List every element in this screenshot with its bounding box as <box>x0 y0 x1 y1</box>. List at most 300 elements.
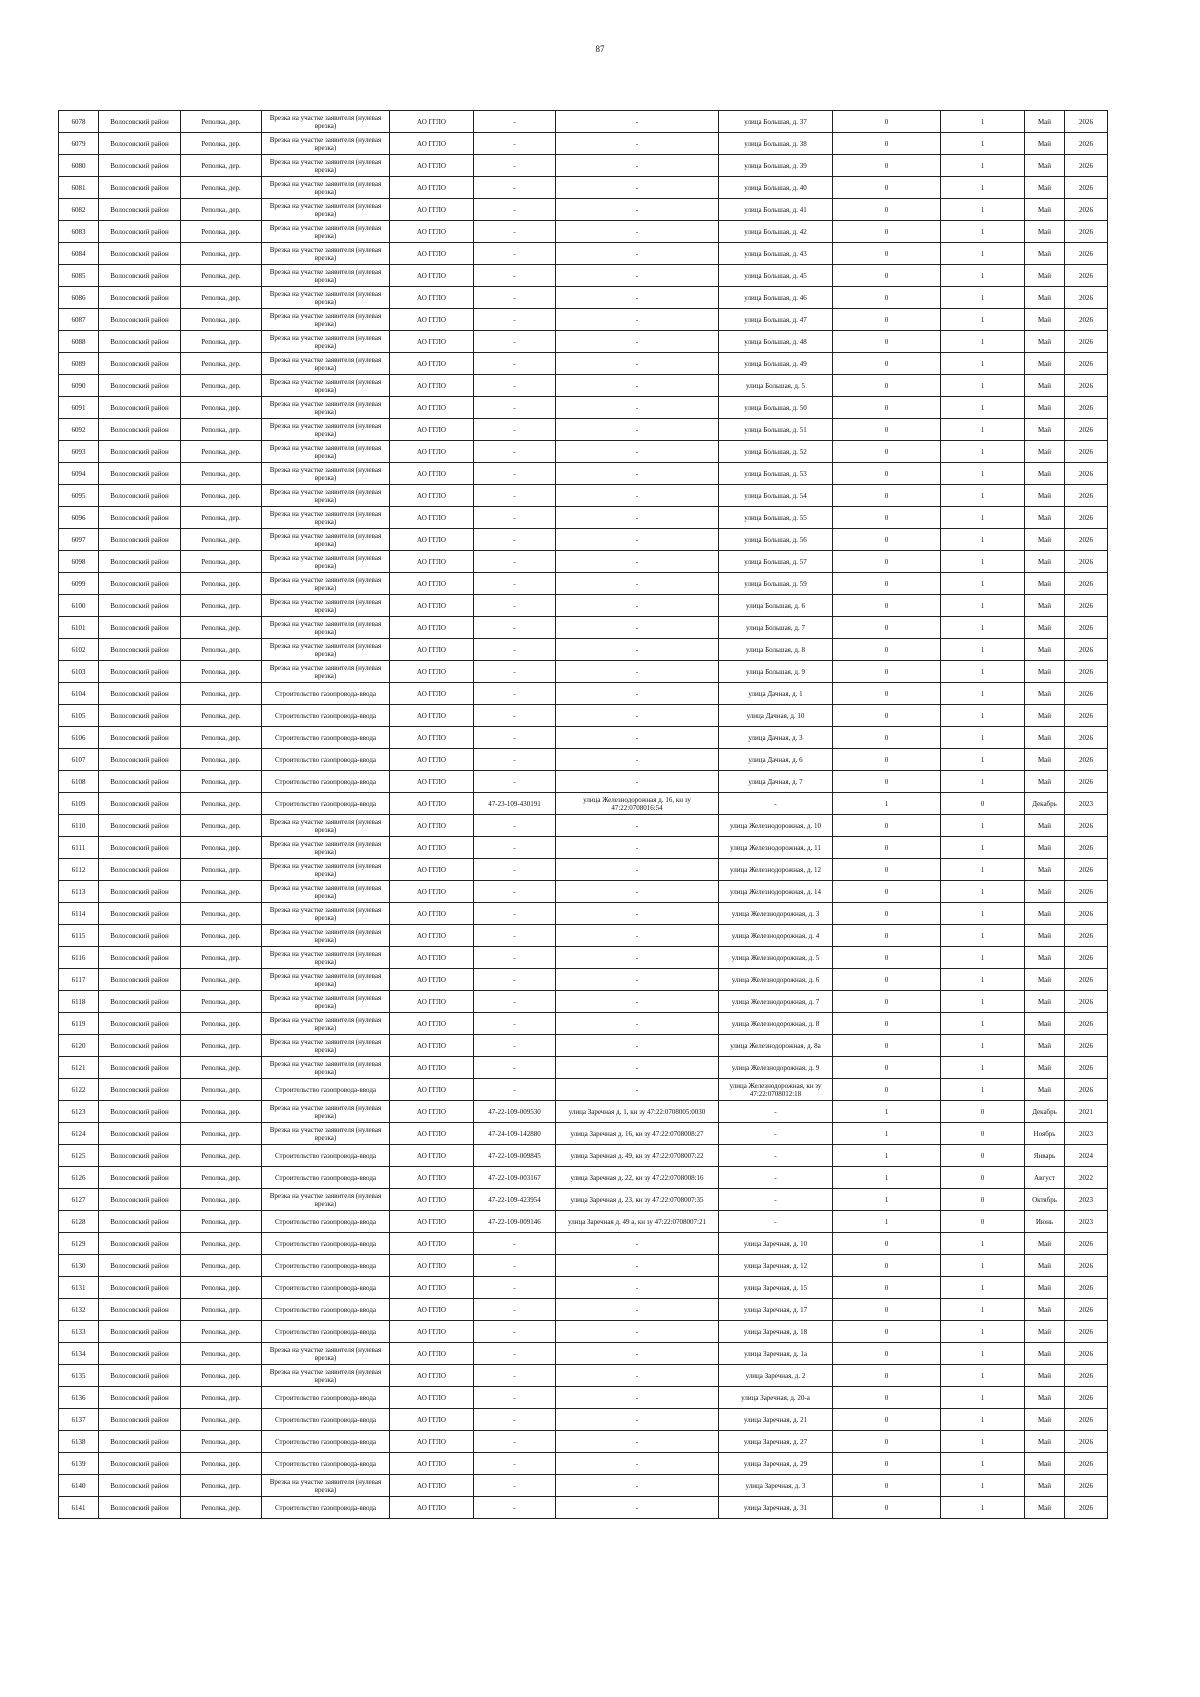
settlement-cell: Реполка, дер. <box>181 661 262 683</box>
value-b-cell: 1 <box>941 551 1025 573</box>
application-number-cell: - <box>474 243 556 265</box>
month-cell: Май <box>1025 243 1065 265</box>
settlement-cell: Реполка, дер. <box>181 551 262 573</box>
address-cell: улица Железнодорожная, д. 14 <box>719 881 833 903</box>
district-cell: Волосовский район <box>99 1233 181 1255</box>
application-number-cell: - <box>474 1497 556 1519</box>
cadastral-address-cell: - <box>556 661 719 683</box>
row-number-cell: 6114 <box>59 903 99 925</box>
month-cell: Май <box>1025 1299 1065 1321</box>
organization-cell: АО ГГЛО <box>390 1123 474 1145</box>
district-cell: Волосовский район <box>99 309 181 331</box>
row-number-cell: 6103 <box>59 661 99 683</box>
table-row <box>59 199 1108 221</box>
work-type-cell: Строительство газопровода-ввода <box>262 1079 390 1101</box>
value-b-cell: 1 <box>941 595 1025 617</box>
settlement-cell: Реполка, дер. <box>181 243 262 265</box>
row-number-cell: 6086 <box>59 287 99 309</box>
row-number-cell: 6097 <box>59 529 99 551</box>
district-cell: Волосовский район <box>99 551 181 573</box>
address-cell: - <box>719 1189 833 1211</box>
month-cell: Май <box>1025 485 1065 507</box>
work-type-cell: Врезка на участке заявителя (нулевая врезка) <box>262 199 390 221</box>
row-number-cell: 6102 <box>59 639 99 661</box>
cadastral-address-cell: - <box>556 683 719 705</box>
row-number-cell: 6116 <box>59 947 99 969</box>
settlement-cell: Реполка, дер. <box>181 331 262 353</box>
work-type-cell: Строительство газопровода-ввода <box>262 1321 390 1343</box>
table-row <box>59 353 1108 375</box>
table-row <box>59 1211 1108 1233</box>
organization-cell: АО ГГЛО <box>390 441 474 463</box>
application-number-cell: - <box>474 881 556 903</box>
table-row <box>59 991 1108 1013</box>
settlement-cell: Реполка, дер. <box>181 1321 262 1343</box>
district-cell: Волосовский район <box>99 1431 181 1453</box>
cadastral-address-cell: - <box>556 749 719 771</box>
application-number-cell: - <box>474 221 556 243</box>
month-cell: Май <box>1025 1387 1065 1409</box>
settlement-cell: Реполка, дер. <box>181 595 262 617</box>
year-cell: 2026 <box>1065 1057 1108 1079</box>
organization-cell: АО ГГЛО <box>390 1475 474 1497</box>
organization-cell: АО ГГЛО <box>390 485 474 507</box>
cadastral-address-cell: улица Железнодорожная д. 16, кн зу 47:22:0708016:54 <box>556 793 719 815</box>
year-cell: 2026 <box>1065 859 1108 881</box>
work-type-cell: Врезка на участке заявителя (нулевая врезка) <box>262 595 390 617</box>
district-cell: Волосовский район <box>99 133 181 155</box>
row-number-cell: 6138 <box>59 1431 99 1453</box>
value-b-cell: 1 <box>941 1299 1025 1321</box>
district-cell: Волосовский район <box>99 1167 181 1189</box>
table-row <box>59 947 1108 969</box>
value-b-cell: 1 <box>941 1343 1025 1365</box>
address-cell: улица Заречная, д. 20-а <box>719 1387 833 1409</box>
application-number-cell: - <box>474 1013 556 1035</box>
month-cell: Декабрь <box>1025 793 1065 815</box>
row-number-cell: 6125 <box>59 1145 99 1167</box>
work-type-cell: Строительство газопровода-ввода <box>262 1409 390 1431</box>
settlement-cell: Реполка, дер. <box>181 1189 262 1211</box>
year-cell: 2026 <box>1065 199 1108 221</box>
application-number-cell: - <box>474 837 556 859</box>
table-row <box>59 881 1108 903</box>
value-b-cell: 1 <box>941 199 1025 221</box>
organization-cell: АО ГГЛО <box>390 925 474 947</box>
value-b-cell: 1 <box>941 1255 1025 1277</box>
district-cell: Волосовский район <box>99 1145 181 1167</box>
month-cell: Май <box>1025 1475 1065 1497</box>
address-cell: улица Большая, д. 47 <box>719 309 833 331</box>
settlement-cell: Реполка, дер. <box>181 1145 262 1167</box>
application-number-cell: 47-22-109-009530 <box>474 1101 556 1123</box>
address-cell: улица Большая, д. 50 <box>719 397 833 419</box>
district-cell: Волосовский район <box>99 793 181 815</box>
cadastral-address-cell: - <box>556 331 719 353</box>
district-cell: Волосовский район <box>99 705 181 727</box>
value-a-cell: 0 <box>833 1035 941 1057</box>
work-type-cell: Врезка на участке заявителя (нулевая врезка) <box>262 1475 390 1497</box>
table-row <box>59 617 1108 639</box>
table-row <box>59 1101 1108 1123</box>
address-cell: улица Дачная, д. 3 <box>719 727 833 749</box>
month-cell: Май <box>1025 463 1065 485</box>
cadastral-address-cell: - <box>556 309 719 331</box>
cadastral-address-cell: - <box>556 991 719 1013</box>
year-cell: 2026 <box>1065 573 1108 595</box>
value-b-cell: 1 <box>941 1057 1025 1079</box>
value-b-cell: 0 <box>941 1101 1025 1123</box>
table-row <box>59 419 1108 441</box>
address-cell: улица Большая, д. 8 <box>719 639 833 661</box>
settlement-cell: Реполка, дер. <box>181 1365 262 1387</box>
row-number-cell: 6136 <box>59 1387 99 1409</box>
application-number-cell: - <box>474 1057 556 1079</box>
row-number-cell: 6127 <box>59 1189 99 1211</box>
organization-cell: АО ГГЛО <box>390 1321 474 1343</box>
cadastral-address-cell: - <box>556 265 719 287</box>
row-number-cell: 6129 <box>59 1233 99 1255</box>
table-row <box>59 1013 1108 1035</box>
address-cell: улица Большая, д. 38 <box>719 133 833 155</box>
address-cell: улица Железнодорожная, д. 4 <box>719 925 833 947</box>
cadastral-address-cell: - <box>556 925 719 947</box>
settlement-cell: Реполка, дер. <box>181 1233 262 1255</box>
district-cell: Волосовский район <box>99 639 181 661</box>
value-b-cell: 1 <box>941 265 1025 287</box>
settlement-cell: Реполка, дер. <box>181 705 262 727</box>
value-a-cell: 0 <box>833 1387 941 1409</box>
application-number-cell: - <box>474 111 556 133</box>
work-type-cell: Строительство газопровода-ввода <box>262 771 390 793</box>
year-cell: 2026 <box>1065 1255 1108 1277</box>
year-cell: 2026 <box>1065 397 1108 419</box>
month-cell: Май <box>1025 771 1065 793</box>
cadastral-address-cell: - <box>556 1343 719 1365</box>
cadastral-address-cell: - <box>556 485 719 507</box>
organization-cell: АО ГГЛО <box>390 199 474 221</box>
value-b-cell: 1 <box>941 1431 1025 1453</box>
organization-cell: АО ГГЛО <box>390 375 474 397</box>
application-number-cell: - <box>474 1299 556 1321</box>
cadastral-address-cell: - <box>556 177 719 199</box>
application-number-cell: 47-22-109-423954 <box>474 1189 556 1211</box>
work-type-cell: Врезка на участке заявителя (нулевая врезка) <box>262 1101 390 1123</box>
table-row <box>59 1255 1108 1277</box>
month-cell: Ноябрь <box>1025 1123 1065 1145</box>
cadastral-address-cell: - <box>556 155 719 177</box>
month-cell: Декабрь <box>1025 1101 1065 1123</box>
settlement-cell: Реполка, дер. <box>181 397 262 419</box>
table-row <box>59 551 1108 573</box>
cadastral-address-cell: - <box>556 705 719 727</box>
cadastral-address-cell: - <box>556 507 719 529</box>
value-b-cell: 0 <box>941 1189 1025 1211</box>
organization-cell: АО ГГЛО <box>390 1211 474 1233</box>
year-cell: 2026 <box>1065 441 1108 463</box>
district-cell: Волосовский район <box>99 331 181 353</box>
value-a-cell: 0 <box>833 925 941 947</box>
address-cell: улица Заречная, д. 29 <box>719 1453 833 1475</box>
application-number-cell: - <box>474 859 556 881</box>
work-type-cell: Врезка на участке заявителя (нулевая врезка) <box>262 529 390 551</box>
application-number-cell: - <box>474 595 556 617</box>
table-row <box>59 1123 1108 1145</box>
work-type-cell: Строительство газопровода-ввода <box>262 1497 390 1519</box>
cadastral-address-cell: - <box>556 1387 719 1409</box>
month-cell: Октябрь <box>1025 1189 1065 1211</box>
district-cell: Волосовский район <box>99 1453 181 1475</box>
application-number-cell: - <box>474 661 556 683</box>
settlement-cell: Реполка, дер. <box>181 815 262 837</box>
application-number-cell: - <box>474 485 556 507</box>
value-b-cell: 1 <box>941 397 1025 419</box>
table-row <box>59 771 1108 793</box>
cadastral-address-cell: - <box>556 441 719 463</box>
row-number-cell: 6082 <box>59 199 99 221</box>
year-cell: 2026 <box>1065 243 1108 265</box>
row-number-cell: 6095 <box>59 485 99 507</box>
organization-cell: АО ГГЛО <box>390 683 474 705</box>
month-cell: Май <box>1025 441 1065 463</box>
table-row <box>59 1321 1108 1343</box>
value-a-cell: 0 <box>833 639 941 661</box>
address-cell: улица Заречная, д. 1а <box>719 1343 833 1365</box>
district-cell: Волосовский район <box>99 683 181 705</box>
month-cell: Май <box>1025 947 1065 969</box>
work-type-cell: Строительство газопровода-ввода <box>262 1211 390 1233</box>
table-row <box>59 1497 1108 1519</box>
settlement-cell: Реполка, дер. <box>181 1387 262 1409</box>
settlement-cell: Реполка, дер. <box>181 287 262 309</box>
settlement-cell: Реполка, дер. <box>181 1079 262 1101</box>
work-type-cell: Врезка на участке заявителя (нулевая врезка) <box>262 903 390 925</box>
district-cell: Волосовский район <box>99 947 181 969</box>
district-cell: Волосовский район <box>99 1101 181 1123</box>
address-cell: улица Железнодорожная, д. 8а <box>719 1035 833 1057</box>
application-number-cell: - <box>474 397 556 419</box>
year-cell: 2026 <box>1065 1453 1108 1475</box>
address-cell: улица Заречная, д. 17 <box>719 1299 833 1321</box>
table-row <box>59 397 1108 419</box>
application-number-cell: - <box>474 749 556 771</box>
value-a-cell: 0 <box>833 177 941 199</box>
value-a-cell: 0 <box>833 265 941 287</box>
work-type-cell: Врезка на участке заявителя (нулевая врезка) <box>262 617 390 639</box>
organization-cell: АО ГГЛО <box>390 969 474 991</box>
district-cell: Волосовский район <box>99 1475 181 1497</box>
district-cell: Волосовский район <box>99 397 181 419</box>
work-type-cell: Врезка на участке заявителя (нулевая врезка) <box>262 925 390 947</box>
organization-cell: АО ГГЛО <box>390 573 474 595</box>
year-cell: 2026 <box>1065 991 1108 1013</box>
value-a-cell: 0 <box>833 1365 941 1387</box>
organization-cell: АО ГГЛО <box>390 1057 474 1079</box>
address-cell: улица Железнодорожная, д. 6 <box>719 969 833 991</box>
address-cell: - <box>719 793 833 815</box>
address-cell: улица Заречная, д. 27 <box>719 1431 833 1453</box>
table-row <box>59 1431 1108 1453</box>
address-cell: улица Большая, д. 48 <box>719 331 833 353</box>
page-number: 87 <box>595 44 605 54</box>
organization-cell: АО ГГЛО <box>390 529 474 551</box>
address-cell: улица Железнодорожная, д. 10 <box>719 815 833 837</box>
cadastral-address-cell: - <box>556 1431 719 1453</box>
year-cell: 2023 <box>1065 1211 1108 1233</box>
value-a-cell: 0 <box>833 485 941 507</box>
settlement-cell: Реполка, дер. <box>181 903 262 925</box>
address-cell: улица Железнодорожная, д. 3 <box>719 903 833 925</box>
address-cell: улица Большая, д. 55 <box>719 507 833 529</box>
row-number-cell: 6085 <box>59 265 99 287</box>
value-a-cell: 0 <box>833 199 941 221</box>
settlement-cell: Реполка, дер. <box>181 859 262 881</box>
value-a-cell: 1 <box>833 1145 941 1167</box>
organization-cell: АО ГГЛО <box>390 1167 474 1189</box>
table-row <box>59 573 1108 595</box>
value-b-cell: 0 <box>941 1211 1025 1233</box>
month-cell: Май <box>1025 397 1065 419</box>
value-a-cell: 0 <box>833 1409 941 1431</box>
year-cell: 2026 <box>1065 1013 1108 1035</box>
year-cell: 2026 <box>1065 881 1108 903</box>
organization-cell: АО ГГЛО <box>390 1497 474 1519</box>
address-cell: улица Большая, д. 56 <box>719 529 833 551</box>
application-number-cell: - <box>474 815 556 837</box>
table-row <box>59 221 1108 243</box>
year-cell: 2023 <box>1065 1123 1108 1145</box>
organization-cell: АО ГГЛО <box>390 1409 474 1431</box>
cadastral-address-cell: улица Заречная д. 16, кн зу 47:22:0708008:27 <box>556 1123 719 1145</box>
cadastral-address-cell: - <box>556 969 719 991</box>
organization-cell: АО ГГЛО <box>390 1453 474 1475</box>
address-cell: улица Большая, д. 49 <box>719 353 833 375</box>
cadastral-address-cell: - <box>556 815 719 837</box>
cadastral-address-cell: - <box>556 903 719 925</box>
month-cell: Май <box>1025 1409 1065 1431</box>
work-type-cell: Врезка на участке заявителя (нулевая врезка) <box>262 991 390 1013</box>
value-b-cell: 1 <box>941 1233 1025 1255</box>
district-cell: Волосовский район <box>99 177 181 199</box>
organization-cell: АО ГГЛО <box>390 397 474 419</box>
year-cell: 2026 <box>1065 1365 1108 1387</box>
value-a-cell: 1 <box>833 1101 941 1123</box>
row-number-cell: 6096 <box>59 507 99 529</box>
settlement-cell: Реполка, дер. <box>181 683 262 705</box>
address-cell: улица Большая, д. 53 <box>719 463 833 485</box>
year-cell: 2026 <box>1065 1321 1108 1343</box>
row-number-cell: 6132 <box>59 1299 99 1321</box>
year-cell: 2026 <box>1065 177 1108 199</box>
address-cell: улица Большая, д. 52 <box>719 441 833 463</box>
month-cell: Май <box>1025 969 1065 991</box>
year-cell: 2026 <box>1065 969 1108 991</box>
district-cell: Волосовский район <box>99 573 181 595</box>
settlement-cell: Реполка, дер. <box>181 573 262 595</box>
cadastral-address-cell: - <box>556 529 719 551</box>
settlement-cell: Реполка, дер. <box>181 1431 262 1453</box>
row-number-cell: 6117 <box>59 969 99 991</box>
settlement-cell: Реполка, дер. <box>181 639 262 661</box>
year-cell: 2026 <box>1065 705 1108 727</box>
settlement-cell: Реполка, дер. <box>181 1101 262 1123</box>
district-cell: Волосовский район <box>99 507 181 529</box>
value-b-cell: 1 <box>941 463 1025 485</box>
cadastral-address-cell: - <box>556 595 719 617</box>
value-a-cell: 0 <box>833 419 941 441</box>
cadastral-address-cell: - <box>556 639 719 661</box>
value-b-cell: 1 <box>941 419 1025 441</box>
value-a-cell: 0 <box>833 441 941 463</box>
table-row <box>59 1057 1108 1079</box>
organization-cell: АО ГГЛО <box>390 727 474 749</box>
district-cell: Волосовский район <box>99 595 181 617</box>
settlement-cell: Реполка, дер. <box>181 199 262 221</box>
value-b-cell: 1 <box>941 1409 1025 1431</box>
district-cell: Волосовский район <box>99 661 181 683</box>
work-type-cell: Врезка на участке заявителя (нулевая врезка) <box>262 485 390 507</box>
work-type-cell: Строительство газопровода-ввода <box>262 705 390 727</box>
application-number-cell: - <box>474 705 556 727</box>
month-cell: Май <box>1025 111 1065 133</box>
value-a-cell: 0 <box>833 947 941 969</box>
district-cell: Волосовский район <box>99 199 181 221</box>
year-cell: 2026 <box>1065 925 1108 947</box>
work-type-cell: Врезка на участке заявителя (нулевая врезка) <box>262 837 390 859</box>
row-number-cell: 6090 <box>59 375 99 397</box>
value-a-cell: 1 <box>833 1167 941 1189</box>
settlement-cell: Реполка, дер. <box>181 309 262 331</box>
month-cell: Май <box>1025 331 1065 353</box>
month-cell: Май <box>1025 1431 1065 1453</box>
settlement-cell: Реполка, дер. <box>181 529 262 551</box>
district-cell: Волосовский район <box>99 1409 181 1431</box>
cadastral-address-cell: - <box>556 1453 719 1475</box>
organization-cell: АО ГГЛО <box>390 991 474 1013</box>
value-a-cell: 0 <box>833 859 941 881</box>
table-row <box>59 859 1108 881</box>
organization-cell: АО ГГЛО <box>390 1189 474 1211</box>
application-number-cell: - <box>474 419 556 441</box>
value-a-cell: 0 <box>833 155 941 177</box>
work-type-cell: Врезка на участке заявителя (нулевая врезка) <box>262 859 390 881</box>
cadastral-address-cell: - <box>556 1321 719 1343</box>
cadastral-address-cell: - <box>556 859 719 881</box>
table-row <box>59 133 1108 155</box>
district-cell: Волосовский район <box>99 771 181 793</box>
district-cell: Волосовский район <box>99 1211 181 1233</box>
organization-cell: АО ГГЛО <box>390 1299 474 1321</box>
address-cell: улица Большая, д. 9 <box>719 661 833 683</box>
value-a-cell: 0 <box>833 331 941 353</box>
settlement-cell: Реполка, дер. <box>181 1167 262 1189</box>
value-a-cell: 0 <box>833 1277 941 1299</box>
cadastral-address-cell: - <box>556 133 719 155</box>
cadastral-address-cell: - <box>556 199 719 221</box>
month-cell: Май <box>1025 661 1065 683</box>
value-a-cell: 0 <box>833 1013 941 1035</box>
value-a-cell: 0 <box>833 1453 941 1475</box>
application-number-cell: - <box>474 1343 556 1365</box>
value-b-cell: 0 <box>941 1123 1025 1145</box>
settlement-cell: Реполка, дер. <box>181 375 262 397</box>
row-number-cell: 6094 <box>59 463 99 485</box>
work-type-cell: Врезка на участке заявителя (нулевая врезка) <box>262 1123 390 1145</box>
table-row <box>59 155 1108 177</box>
month-cell: Май <box>1025 221 1065 243</box>
application-number-cell: 47-24-109-142880 <box>474 1123 556 1145</box>
address-cell: улица Дачная, д. 10 <box>719 705 833 727</box>
